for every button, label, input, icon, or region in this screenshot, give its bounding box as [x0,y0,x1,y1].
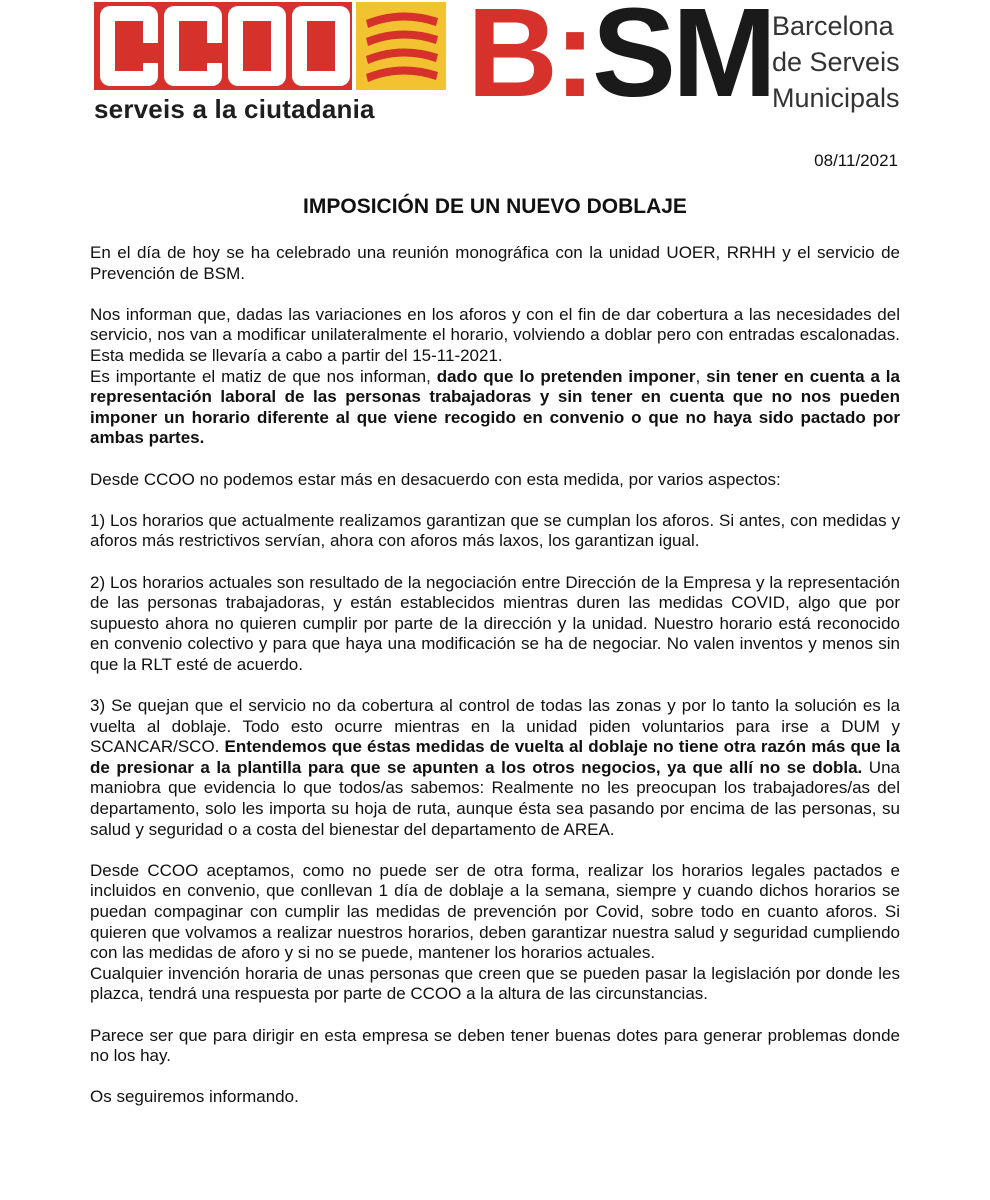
paragraph-9: Cualquier invención horaria de unas personas que creen que se pueden pasar la legislación por donde les plazca, tendrá una respuesta por parte de CCOO a la altura de las circunstancias. [90,963,900,1004]
paragraph-11: Os seguiremos informando. [90,1087,299,1107]
paragraph-4: Desde CCOO no podemos estar más en desacuerdo con esta medida, por varios aspectos: [90,469,781,489]
bsm-name-line-2: de Serveis [772,47,900,77]
paragraph-3-bold-2: sin tener en cuenta a la representación laboral de las personas trabajadoras y sin tener en cuenta que no nos pueden imponer un horario diferente al que viene recogido en convenio o que no haya sido pactado por ambas partes. [90,366,900,448]
paragraph-2: Nos informan que, dadas las variaciones en los aforos y con el fin de dar cobertura a las necesidades del servicio, nos van a modificar unilateralmente el horario, volviendo a doblar pero con entradas escalonadas. Esta medida se llevaría a cabo a partir del 15-11-2021. [90,304,900,365]
document-date: 08/11/2021 [814,151,898,170]
bsm-name-line-1: Barcelona [772,11,894,41]
paragraph-7-text-1: 3) Se quejan que el servicio no da cobertura al control de todas las zonas y por lo tanto la solución es la vuelta al doblaje. Todo esto ocurre mientras en la unidad piden voluntarios para irse a DUM y SCANCAR/SCO. [90,696,900,757]
ccoo-letter-c1 [100,6,158,86]
bsm-logo-b: B [467,0,554,123]
document-title: IMPOSICIÓN DE UN NUEVO DOBLAJE [303,195,687,218]
ccoo-letter-c2 [164,6,222,86]
paragraph-3-sep: , [695,366,707,386]
bsm-logo-sm: SM [591,0,773,123]
document-body [90,243,900,1129]
paragraph-3 [90,367,900,449]
letterhead [0,0,990,140]
bsm-logo-colon: : [554,0,592,123]
paragraph-7-text-2: Una maniobra que evidencia lo que todos/as sabemos: Realmente no les preocupan los trabajadores/as del departamento, solo les importa su hoja de ruta, aunque ésta sea pasando por encima de las personas, su salud y seguridad o a costa del bienestar del departamento de AREA. [90,757,900,839]
ccoo-logo-letters [100,6,350,86]
bsm-logo [467,0,773,123]
paragraph-10: Parece ser que para dirigir en esta empresa se deben tener buenas dotes para generar problemas donde no los hay. [90,1025,900,1066]
ccoo-logo [94,2,446,130]
paragraph-1: En el día de hoy se ha celebrado una reunión monográfica con la unidad UOER, RRHH y el servicio de Prevención de BSM. [90,243,900,283]
bsm-name-line-3: Municipals [772,83,900,113]
bsm-full-name [772,8,900,116]
paragraph-3-text: Es importante el matiz de que nos informan, [90,366,437,386]
ccoo-letter-o2 [292,6,350,86]
catalan-flag-icon [356,2,446,90]
ccoo-subtitle: serveis a la ciutadania [94,94,375,124]
ccoo-letter-o1 [228,6,286,86]
paragraph-6: 2) Los horarios actuales son resultado de la negociación entre Dirección de la Empresa y la representación de las personas trabajadoras, y están establecidos mientras duren las medidas COVID, algo que por supuesto ahora no quieren cumplir por parte de la dirección y la unidad. Nuestro horario está reconocido en convenio colectivo y para que haya una modificación se ha de negociar. No valen inventos y menos sin que la RLT esté de acuerdo. [90,572,900,674]
paragraph-7-bold: Entendemos que éstas medidas de vuelta al doblaje no tiene otra razón más que la de presionar a la plantilla para que se apunten a los otros negocios, ya que allí no se dobla. [90,737,900,777]
ccoo-logo-red-block [94,2,352,90]
paragraph-5: 1) Los horarios que actualmente realizamos garantizan que se cumplan los aforos. Si antes, con medidas y aforos más restrictivos servían, ahora con aforos más laxos, los garantizan igual. [90,510,900,551]
paragraph-7 [90,696,900,840]
paragraph-8: Desde CCOO aceptamos, como no puede ser de otra forma, realizar los horarios legales pactados e incluidos en convenio, que conllevan 1 día de doblaje a la semana, siempre y cuando dichos horarios se puedan compaginar con cumplir las medidas de prevención por Covid, sobre todo en cuanto aforos. Si quieren que volvamos a realizar nuestros horarios, deben garantizar nuestra salud y seguridad cumpliendo con las medidas de aforo y si no se puede, mantener los horarios actuales. [90,860,900,963]
paragraph-3-bold-1: dado que lo pretenden imponer [436,366,696,386]
